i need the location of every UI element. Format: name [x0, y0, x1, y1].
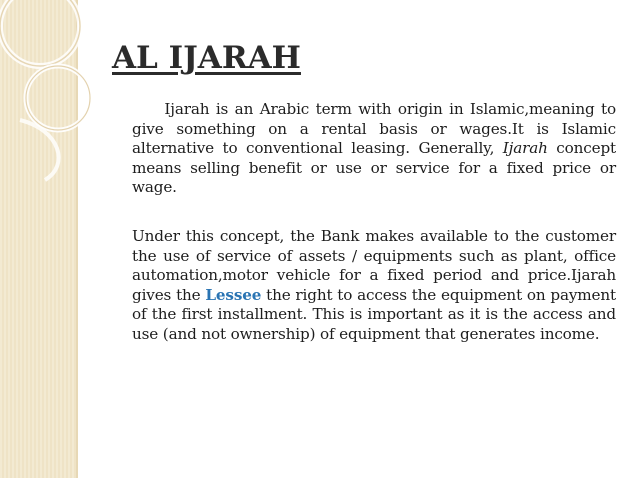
italic-term-ijarah: Ijarah [502, 139, 548, 157]
highlight-lessee: Lessee [205, 285, 262, 304]
paragraph-indent [132, 100, 164, 118]
slide-title: AL IJARAH [112, 40, 301, 76]
concept-text-start: Under this concept, the Bank makes available to the customer the use of service of assets / equipments such as plant, office automation,motor vehicle for a fixed period and price.Ijarah gives the [132, 227, 616, 304]
paragraph-definition [132, 100, 616, 198]
paragraph-concept [132, 227, 616, 344]
definition-text-end: concept means selling benefit or use or service for a fixed price or wage. [132, 139, 616, 196]
decorative-side-band [0, 0, 78, 478]
concept-text-end: the right to access the equipment on payment of the first installment. This is important as it is the access and use (and not ownership) of equipment that generates income. [132, 285, 616, 343]
definition-text-start: Ijarah is an Arabic term with origin in Islamic,meaning to give something on a rental basis or wages.It is Islamic alternative to conventional leasing. Generally, [132, 100, 616, 157]
